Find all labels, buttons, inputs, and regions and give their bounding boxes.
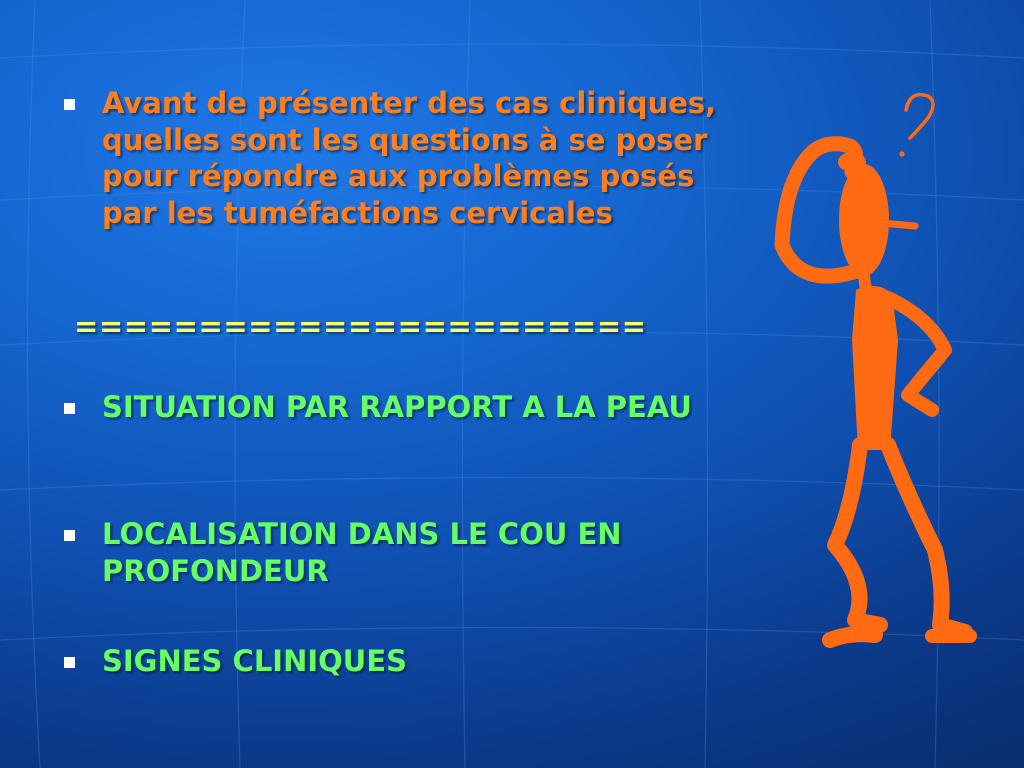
topic-item bbox=[64, 643, 722, 680]
question-item bbox=[64, 85, 722, 231]
topic-text: SIGNES CLINIQUES bbox=[102, 644, 408, 678]
bullet-icon bbox=[64, 530, 75, 541]
bullet-icon bbox=[64, 99, 75, 110]
topic-item bbox=[64, 516, 722, 589]
bullet-icon bbox=[64, 403, 75, 414]
question-text: Avant de présenter des cas cliniques, quelles sont les questions à se poser pour répondre aux problèmes posés par les tuméfactions cervicales bbox=[102, 86, 717, 230]
thinking-stick-figure-icon bbox=[760, 80, 1000, 670]
topic-item bbox=[64, 389, 722, 426]
topic-text: LOCALISATION DANS LE COU EN PROFONDEUR bbox=[102, 517, 622, 588]
topic-text: SITUATION PAR RAPPORT A LA PEAU bbox=[102, 390, 692, 424]
separator-line: ======================= bbox=[74, 309, 647, 343]
bullet-icon bbox=[64, 657, 75, 668]
